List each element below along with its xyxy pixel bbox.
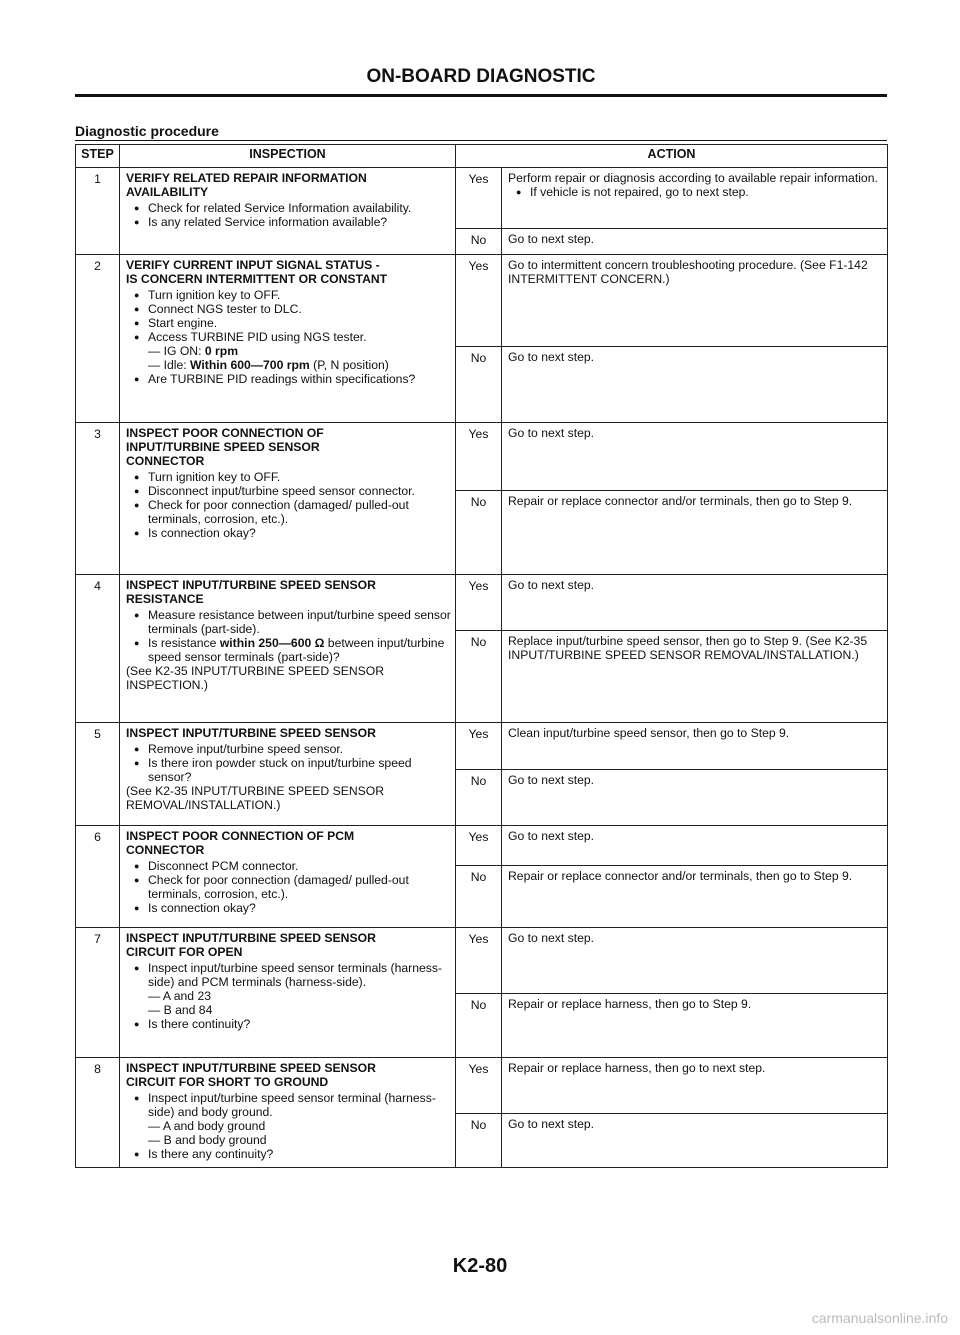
action-list — [508, 185, 881, 199]
inspection-list — [126, 961, 451, 989]
list-item: ● Turn ignition key to OFF. — [126, 470, 451, 484]
page-number: K2-80 — [452, 1255, 508, 1277]
action-cell — [502, 168, 888, 229]
yes-label: Yes — [456, 575, 502, 631]
no-label: No — [456, 631, 502, 723]
inspection-title: INSPECT INPUT/TURBINE SPEED SENSOR — [126, 726, 376, 740]
terminal-pair: — A and 23 — [148, 989, 212, 1003]
inspection-cell — [120, 255, 456, 423]
yes-label: Yes — [456, 826, 502, 866]
no-label: No — [456, 770, 502, 826]
action-text: Go to next step. — [502, 423, 888, 491]
action-text: Go to next step. — [502, 826, 888, 866]
page-title: ON-BOARD DIAGNOSTIC — [366, 66, 596, 87]
step-number: 5 — [76, 723, 120, 826]
action-text: Go to next step. — [502, 229, 888, 255]
no-label: No — [456, 347, 502, 423]
action-text: Go to intermittent concern troubleshooting procedure. (See F1-142 INTERMITTENT CONCERN.) — [502, 255, 888, 347]
list-item: ● Are TURBINE PID readings within specifications? — [126, 372, 451, 386]
table-row — [76, 1058, 888, 1114]
terminal-pair: — A and body ground — [148, 1119, 266, 1133]
no-label: No — [456, 1114, 502, 1168]
inspection-title: INSPECT INPUT/TURBINE SPEED SENSOR CIRCUIT FOR SHORT TO GROUND — [126, 1061, 376, 1089]
yes-label: Yes — [456, 168, 502, 229]
table-row — [76, 423, 888, 491]
section-title: Diagnostic procedure — [75, 123, 219, 139]
action-text: Repair or replace harness, then go to Step 9. — [502, 994, 888, 1058]
action-text: Clean input/turbine speed sensor, then go to Step 9. — [502, 723, 888, 770]
watermark-text: carmanualsonline.info — [811, 1310, 948, 1326]
reference-note: (See K2-35 INPUT/TURBINE SPEED SENSOR REMOVAL/INSTALLATION.) — [126, 784, 385, 812]
list-item: ● Is connection okay? — [126, 901, 451, 915]
table-row — [76, 723, 888, 770]
list-item: ● Remove input/turbine speed sensor. — [126, 742, 451, 756]
yes-label: Yes — [456, 723, 502, 770]
yes-label: Yes — [456, 255, 502, 347]
header-inspection: INSPECTION — [120, 145, 456, 168]
yes-label: Yes — [456, 928, 502, 994]
section-rule — [75, 140, 887, 141]
action-text: Repair or replace harness, then go to next step. — [502, 1058, 888, 1114]
inspection-title: INSPECT INPUT/TURBINE SPEED SENSOR RESISTANCE — [126, 578, 376, 606]
action-text: Repair or replace connector and/or terminals, then go to Step 9. — [502, 491, 888, 575]
inspection-cell — [120, 423, 456, 575]
list-item: ● Disconnect input/turbine speed sensor connector. — [126, 484, 451, 498]
inspection-cell — [120, 1058, 456, 1168]
list-item: ● Inspect input/turbine speed sensor terminal (harness-side) and body ground. — [126, 1091, 451, 1119]
inspection-list — [126, 470, 451, 540]
list-item: ● Connect NGS tester to DLC. — [126, 302, 451, 316]
reference-note: (See K2-35 INPUT/TURBINE SPEED SENSOR INSPECTION.) — [126, 664, 385, 692]
table-row — [76, 575, 888, 631]
inspection-title: INSPECT POOR CONNECTION OF PCM CONNECTOR — [126, 829, 355, 857]
inspection-list — [126, 1091, 451, 1119]
no-label: No — [456, 229, 502, 255]
list-item: ● Check for poor connection (damaged/ pulled-out terminals, corrosion, etc.). — [126, 498, 451, 526]
table-row — [76, 168, 888, 229]
action-text: Go to next step. — [502, 770, 888, 826]
action-text: Go to next step. — [502, 928, 888, 994]
list-item: ● Is there any continuity? — [126, 1147, 451, 1161]
diagnostic-table — [75, 144, 888, 1168]
inspection-cell — [120, 723, 456, 826]
step-number: 7 — [76, 928, 120, 1058]
list-item: ● Is connection okay? — [126, 526, 451, 540]
table-row — [76, 255, 888, 347]
step-number: 8 — [76, 1058, 120, 1168]
no-label: No — [456, 866, 502, 928]
table-row — [76, 826, 888, 866]
list-item: ● Is any related Service information available? — [126, 215, 451, 229]
table-header-row — [76, 145, 888, 168]
spec-line: — Idle: Within 600—700 rpm (P, N position) — [148, 358, 389, 372]
no-label: No — [456, 491, 502, 575]
inspection-cell — [120, 928, 456, 1058]
inspection-list — [126, 608, 451, 664]
list-item: ● Start engine. — [126, 316, 451, 330]
list-item: ● Measure resistance between input/turbine speed sensor terminals (part-side). — [126, 608, 451, 636]
header-step: STEP — [76, 145, 120, 168]
terminal-pair: — B and body ground — [148, 1133, 267, 1147]
inspection-list — [126, 201, 451, 229]
action-text: Go to next step. — [502, 575, 888, 631]
step-number: 3 — [76, 423, 120, 575]
list-item: ● Access TURBINE PID using NGS tester. — [126, 330, 451, 344]
inspection-list — [126, 372, 451, 386]
step-number: 2 — [76, 255, 120, 423]
inspection-title: INSPECT INPUT/TURBINE SPEED SENSOR CIRCUIT FOR OPEN — [126, 931, 376, 959]
action-text: Perform repair or diagnosis according to available repair information. — [508, 171, 878, 185]
table-row — [76, 928, 888, 994]
spec-line: — IG ON: 0 rpm — [148, 344, 239, 358]
list-item: ● Check for poor connection (damaged/ pulled-out terminals, corrosion, etc.). — [126, 873, 451, 901]
inspection-list — [126, 1017, 451, 1031]
inspection-title: INSPECT POOR CONNECTION OF INPUT/TURBINE SPEED SENSOR CONNECTOR — [126, 426, 324, 468]
page-header — [75, 64, 887, 97]
step-number: 1 — [76, 168, 120, 255]
action-text: Go to next step. — [502, 1114, 888, 1168]
step-number: 6 — [76, 826, 120, 928]
inspection-title: VERIFY CURRENT INPUT SIGNAL STATUS - IS CONCERN INTERMITTENT OR CONSTANT — [126, 258, 388, 286]
list-item: ● Is there iron powder stuck on input/turbine speed sensor? — [126, 756, 451, 784]
inspection-list — [126, 859, 451, 915]
terminal-pair: — B and 84 — [148, 1003, 213, 1017]
header-action: ACTION — [456, 145, 888, 168]
action-text: Replace input/turbine speed sensor, then go to Step 9. (See K2-35 INPUT/TURBINE SPEED SENSOR REMOVAL/INSTALLATION.) — [502, 631, 888, 723]
list-item: ● If vehicle is not repaired, go to next step. — [508, 185, 881, 199]
inspection-list — [126, 288, 451, 344]
no-label: No — [456, 994, 502, 1058]
list-item: ● Is resistance within 250—600 Ω between input/turbine speed sensor terminals (part-side)? — [126, 636, 451, 664]
list-item: ● Check for related Service Information availability. — [126, 201, 451, 215]
list-item: ● Disconnect PCM connector. — [126, 859, 451, 873]
inspection-cell — [120, 168, 456, 255]
step-number: 4 — [76, 575, 120, 723]
inspection-title: VERIFY RELATED REPAIR INFORMATION AVAILABILITY — [126, 171, 367, 199]
yes-label: Yes — [456, 1058, 502, 1114]
yes-label: Yes — [456, 423, 502, 491]
action-text: Go to next step. — [502, 347, 888, 423]
list-item: ● Turn ignition key to OFF. — [126, 288, 451, 302]
inspection-list — [126, 1147, 451, 1161]
inspection-cell — [120, 575, 456, 723]
inspection-list — [126, 742, 451, 784]
list-item: ● Inspect input/turbine speed sensor terminals (harness-side) and PCM terminals (harness-side). — [126, 961, 451, 989]
inspection-cell — [120, 826, 456, 928]
list-item: ● Is there continuity? — [126, 1017, 451, 1031]
action-text: Repair or replace connector and/or terminals, then go to Step 9. — [502, 866, 888, 928]
